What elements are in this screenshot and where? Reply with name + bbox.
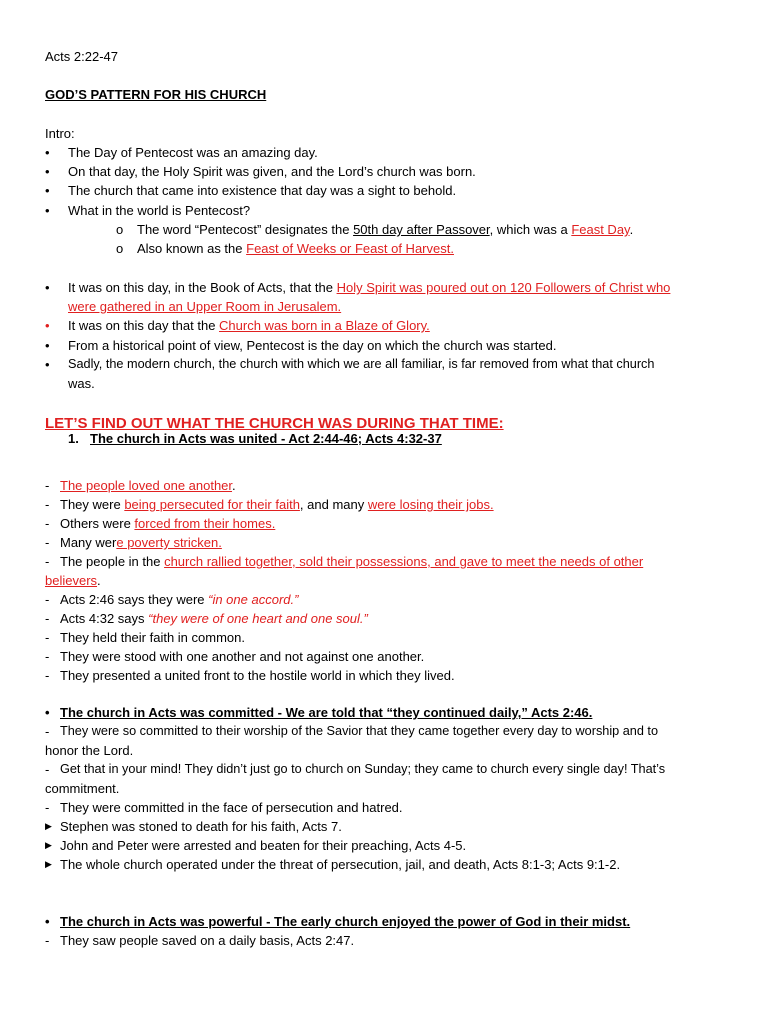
point-heading: The church in Acts was united - Act 2:44-46; Acts 4:32-37 (90, 431, 442, 446)
point-detail: They saw people saved on a daily basis, Acts 2:47. (60, 933, 355, 948)
dash-icon: - (45, 497, 50, 512)
point-detail: Acts 2:46 says they were “in one accord.” (60, 592, 299, 607)
intro-label: Intro: (45, 126, 75, 141)
bullet-icon: • (45, 164, 50, 179)
dash-icon: - (45, 724, 50, 739)
dash-icon: - (45, 535, 50, 550)
intro-item: It was on this day, in the Book of Acts, that the Holy Spirit was poured out on 120 Followers of Christ who (68, 280, 671, 295)
intro-item-continued: was. (68, 376, 95, 391)
bullet-icon: • (45, 203, 50, 218)
point-subdetail: Stephen was stoned to death for his faith, Acts 7. (60, 819, 342, 834)
point-detail: The people in the church rallied together, sold their possessions, and gave to meet the needs of other (60, 554, 644, 569)
intro-item: The Day of Pentecost was an amazing day. (68, 145, 318, 160)
dash-icon: - (45, 592, 50, 607)
bullet-icon: • (45, 183, 50, 198)
intro-item: It was on this day that the Church was born in a Blaze of Glory. (68, 318, 430, 333)
bullet-icon: • (45, 318, 50, 333)
bullet-icon: • (45, 705, 50, 720)
point-detail: They held their faith in common. (60, 630, 245, 645)
intro-subitem: Also known as the Feast of Weeks or Feast of Harvest. (137, 241, 454, 256)
arrow-bullet-icon: ▶ (45, 840, 52, 850)
bullet-icon: • (45, 280, 50, 295)
intro-item: From a historical point of view, Pentecost is the day on which the church was started. (68, 338, 557, 353)
point-detail-continued: believers. (45, 573, 101, 588)
point-detail: Others were forced from their homes. (60, 516, 276, 531)
point-detail: They were being persecuted for their faith, and many were losing their jobs. (60, 497, 494, 512)
intro-item-continued: were gathered in an Upper Room in Jerusalem. (68, 299, 342, 314)
dash-icon: - (45, 630, 50, 645)
scripture-reference: Acts 2:22-47 (45, 49, 118, 64)
arrow-bullet-icon: ▶ (45, 821, 52, 831)
dash-icon: - (45, 611, 50, 626)
point-detail: Many were poverty stricken. (60, 535, 222, 550)
section-heading: LET’S FIND OUT WHAT THE CHURCH WAS DURING THAT TIME: (45, 415, 504, 432)
point-heading: The church in Acts was committed - We are told that “they continued daily,” Acts 2:46. (60, 705, 593, 720)
point-subdetail: John and Peter were arrested and beaten for their preaching, Acts 4-5. (60, 838, 467, 853)
dash-icon: - (45, 649, 50, 664)
document-title: GOD’S PATTERN FOR HIS CHURCH (45, 87, 267, 102)
point-detail: Get that in your mind! They didn’t just go to church on Sunday; they came to church every single day! That’s (60, 762, 666, 776)
dash-icon: - (45, 554, 50, 569)
dash-icon: - (45, 478, 50, 493)
point-detail: They were so committed to their worship of the Savior that they came together every day to worship and to (60, 724, 659, 738)
point-detail-continued: honor the Lord. (45, 743, 134, 758)
bullet-icon: • (45, 357, 50, 372)
dash-icon: - (45, 668, 50, 683)
point-detail-continued: commitment. (45, 781, 120, 796)
bullet-icon: • (45, 338, 50, 353)
point-detail: They were stood with one another and not against one another. (60, 649, 425, 664)
point-detail: They were committed in the face of persecution and hatred. (60, 800, 403, 815)
intro-subitem: The word “Pentecost” designates the 50th day after Passover, which was a Feast Day. (137, 222, 634, 237)
bullet-icon: • (45, 914, 50, 929)
bullet-icon: • (45, 145, 50, 160)
point-heading: The church in Acts was powerful - The early church enjoyed the power of God in their midst. (60, 914, 631, 929)
point-detail: Acts 4:32 says “they were of one heart and one soul.” (60, 611, 368, 626)
intro-item: On that day, the Holy Spirit was given, and the Lord’s church was born. (68, 164, 476, 179)
point-number: 1. (68, 431, 79, 446)
arrow-bullet-icon: ▶ (45, 859, 52, 869)
point-detail: The people loved one another. (60, 478, 236, 493)
point-detail: They presented a united front to the hostile world in which they lived. (60, 668, 455, 683)
dash-icon: - (45, 800, 50, 815)
sub-bullet-icon: o (116, 241, 124, 256)
sub-bullet-icon: o (116, 222, 124, 237)
dash-icon: - (45, 762, 50, 777)
intro-item: The church that came into existence that day was a sight to behold. (68, 183, 457, 198)
intro-item: Sadly, the modern church, the church with which we are all familiar, is far removed from what that church (68, 357, 655, 371)
point-subdetail: The whole church operated under the threat of persecution, jail, and death, Acts 8:1-3; Acts 9:1-2. (60, 857, 621, 872)
intro-item: What in the world is Pentecost? (68, 203, 251, 218)
dash-icon: - (45, 516, 50, 531)
dash-icon: - (45, 933, 50, 948)
